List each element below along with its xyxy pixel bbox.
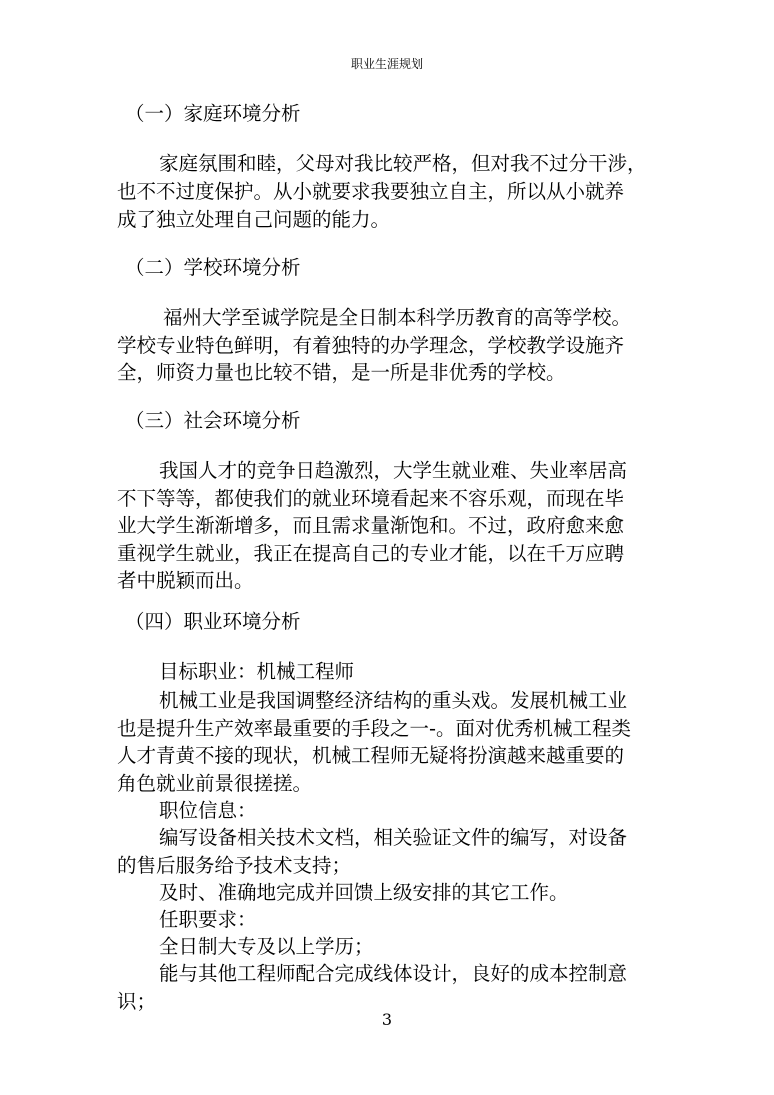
subheading-job-info: 职位信息： <box>159 799 257 822</box>
paragraph-line: 成了独立处理自己问题的能力。 <box>117 208 391 231</box>
paragraph-line: 及时、准确地完成并回馈上级安排的其它工作。 <box>159 881 569 904</box>
paragraph-line: 能与其他工程师配合完成线体设计，良好的成本控制意 <box>159 962 628 985</box>
page-header: 职业生涯规划 <box>350 57 423 71</box>
page-number: 3 <box>381 1010 393 1029</box>
section-heading-career: （四）职业环境分析 <box>125 610 301 633</box>
paragraph-line: 人才青黄不接的现状，机械工程师无疑将扮演越来越重要的 <box>117 744 625 767</box>
paragraph-line: 我国人才的竞争日趋激烈，大学生就业难、失业率居高 <box>159 459 628 482</box>
paragraph-line: 不下等等，都使我们的就业环境看起来不容乐观，而现在毕 <box>117 487 625 510</box>
paragraph-line: 福州大学至诚学院是全日制本科学历教育的高等学校。 <box>163 306 632 329</box>
paragraph-line: 识； <box>117 990 157 1013</box>
subheading-requirements: 任职要求： <box>159 908 257 931</box>
paragraph-line: 机械工业是我国调整经济结构的重头戏。发展机械工业 <box>159 689 628 712</box>
paragraph-line: 重视学生就业，我正在提高自己的专业才能，以在千万应聘 <box>117 542 625 565</box>
paragraph-line: 的售后服务给予技术支持； <box>117 854 352 877</box>
paragraph-line: 全，师资力量也比较不错，是一所是非优秀的学校。 <box>117 361 566 384</box>
paragraph-line: 角色就业前景很搓搓。 <box>117 772 313 795</box>
section-heading-school: （二）学校环境分析 <box>125 256 301 279</box>
paragraph-line: 业大学生渐渐增多，而且需求量渐饱和。不过，政府愈来愈 <box>117 514 625 537</box>
paragraph-line: 也不不过度保护。从小就要求我要独立自主，所以从小就养 <box>117 180 625 203</box>
section-heading-family: （一）家庭环境分析 <box>125 102 301 125</box>
paragraph-line: 编写设备相关技术文档，相关验证文件的编写，对设备 <box>159 826 628 849</box>
target-career-line: 目标职业：机械工程师 <box>159 660 355 683</box>
section-heading-society: （三）社会环境分析 <box>125 409 301 432</box>
paragraph-line: 也是提升生产效率最重要的手段之一-。面对优秀机械工程类 <box>117 717 632 740</box>
paragraph-line: 家庭氛围和睦，父母对我比较严格，但对我不过分干涉， <box>159 152 647 175</box>
paragraph-line: 者中脱颖而出。 <box>117 569 254 592</box>
paragraph-line: 全日制大专及以上学历； <box>159 935 374 958</box>
paragraph-line: 学校专业特色鲜明，有着独特的办学理念，学校教学设施齐 <box>117 334 625 357</box>
